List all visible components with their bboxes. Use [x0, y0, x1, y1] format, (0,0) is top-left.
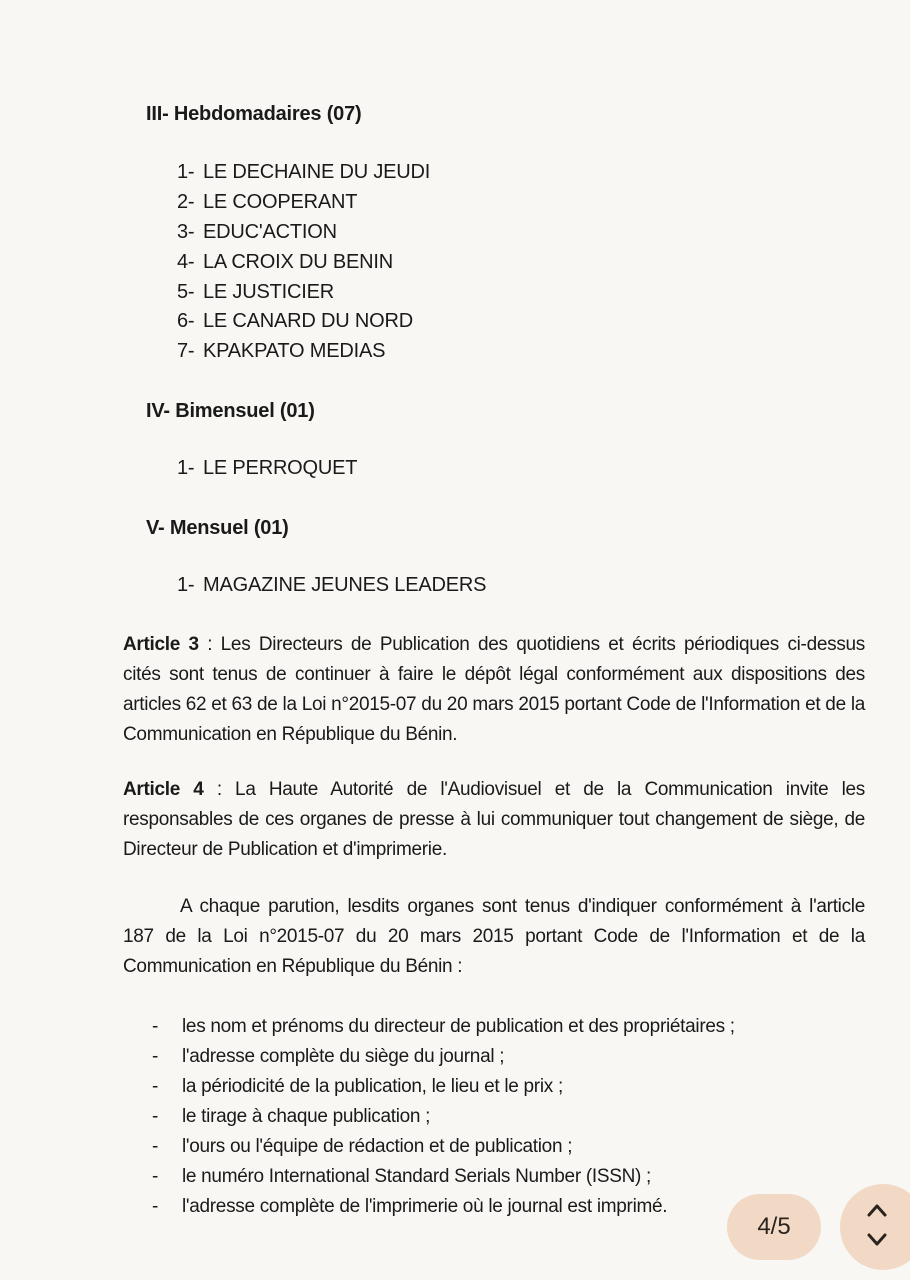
list-item: - la périodicité de la publication, le lieu et le prix ;: [150, 1072, 735, 1102]
article-4-text: : La Haute Autorité de l'Audiovisuel et de la Communication invite les responsables de ces organes de presse à lui communiquer tout changement de siège, de Directeur de Publication et d'imprimerie.: [123, 779, 866, 860]
list-item: 7- KPAKPATO MEDIAS: [177, 340, 386, 362]
list-item: - les nom et prénoms du directeur de publication et des propriétaires ;: [150, 1012, 735, 1042]
article-3-label: Article 3: [123, 634, 199, 655]
list-item: 1- MAGAZINE JEUNES LEADERS: [177, 574, 487, 596]
requirements-list: [150, 1012, 735, 1222]
list-item: - l'adresse complète du siège du journal ;: [150, 1042, 735, 1072]
article-4-paragraph: [123, 775, 865, 865]
list-item: 1- LE DECHAINE DU JEUDI: [177, 161, 431, 183]
list-item: 2- LE COOPERANT: [177, 191, 358, 213]
list-item: - l'adresse complète de l'imprimerie où le journal est imprimé.: [150, 1192, 735, 1222]
list-item: 1- LE PERROQUET: [177, 457, 358, 479]
section-heading-mensuel: V- Mensuel (01): [146, 517, 289, 539]
page-indicator: 4/5: [727, 1194, 821, 1260]
list-item: - le numéro International Standard Serials Number (ISSN) ;: [150, 1162, 735, 1192]
section-heading-bimensuel: IV- Bimensuel (01): [146, 400, 315, 422]
list-item: 6- LE CANARD DU NORD: [177, 310, 413, 332]
article-3-paragraph: [123, 630, 865, 750]
list-item: - l'ours ou l'équipe de rédaction et de publication ;: [150, 1132, 735, 1162]
chevron-up-icon[interactable]: [866, 1200, 888, 1222]
list-item: - le tirage à chaque publication ;: [150, 1102, 735, 1132]
chevron-down-icon[interactable]: [866, 1228, 888, 1250]
list-item: 3- EDUC'ACTION: [177, 221, 337, 243]
article-4-label: Article 4: [123, 779, 204, 800]
body-paragraph: A chaque parution, lesdits organes sont tenus d'indiquer conformément à l'article 187 de la Loi n°2015-07 du 20 mars 2015 portant Code de l'Information et de la Communication en République du Bénin :: [123, 896, 865, 977]
section-heading-hebdomadaires: III- Hebdomadaires (07): [146, 103, 362, 125]
list-item: 4- LA CROIX DU BENIN: [177, 251, 393, 273]
article-3-text: : Les Directeurs de Publication des quotidiens et écrits périodiques ci-dessus cités sont tenus de continuer à faire le dépôt légal conformément aux dispositions des articles 62 et 63 de la Loi n°2015-07 du 20 mars 2015 portant Code de l'Information et de la Communication en République du Bénin.: [123, 634, 866, 745]
list-item: 5- LE JUSTICIER: [177, 281, 334, 303]
